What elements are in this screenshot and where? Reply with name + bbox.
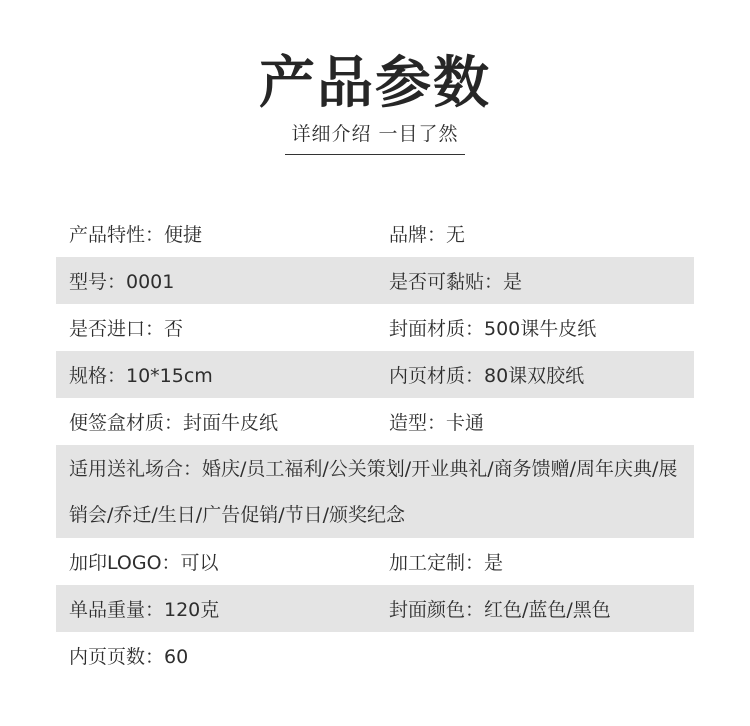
spec-page-count: 内页页数：60	[69, 646, 189, 668]
spec-brand: 品牌：无	[389, 224, 466, 246]
spec-row	[56, 351, 694, 398]
spec-gift-occasions: 适用送礼场合：婚庆/员工福利/公关策划/开业典礼/商务馈赠/周年庆典/展销会/乔迁/生日/广告促销/节日/颁奖纪念	[69, 457, 678, 526]
spec-weight: 单品重量：120克	[69, 599, 220, 621]
spec-adhesive: 是否可黏贴：是	[389, 271, 523, 293]
spec-box-material: 便签盒材质：封面牛皮纸	[69, 412, 279, 434]
spec-imported: 是否进口：否	[69, 318, 184, 340]
spec-row	[56, 257, 694, 304]
spec-row	[56, 538, 694, 585]
spec-row	[56, 398, 694, 445]
page-title: 产品参数	[259, 51, 491, 116]
spec-table	[56, 210, 694, 679]
spec-inner-material: 内页材质：80课双胶纸	[389, 365, 585, 387]
spec-model: 型号：0001	[69, 271, 175, 293]
spec-row	[56, 210, 694, 257]
spec-feature: 产品特性：便捷	[69, 224, 203, 246]
spec-shape: 造型：卡通	[389, 412, 485, 434]
spec-row	[56, 445, 694, 538]
spec-logo-print: 加印LOGO：可以	[69, 552, 219, 574]
spec-customization: 加工定制：是	[389, 552, 504, 574]
spec-size: 规格：10*15cm	[69, 365, 213, 387]
spec-row	[56, 632, 694, 679]
spec-row	[56, 585, 694, 632]
spec-cover-material: 封面材质：500课牛皮纸	[389, 318, 597, 340]
page-subtitle: 详细介绍 一目了然	[285, 120, 464, 155]
spec-row	[56, 304, 694, 351]
spec-cover-color: 封面颜色：红色/蓝色/黑色	[389, 599, 611, 621]
subtitle-container	[0, 120, 750, 155]
